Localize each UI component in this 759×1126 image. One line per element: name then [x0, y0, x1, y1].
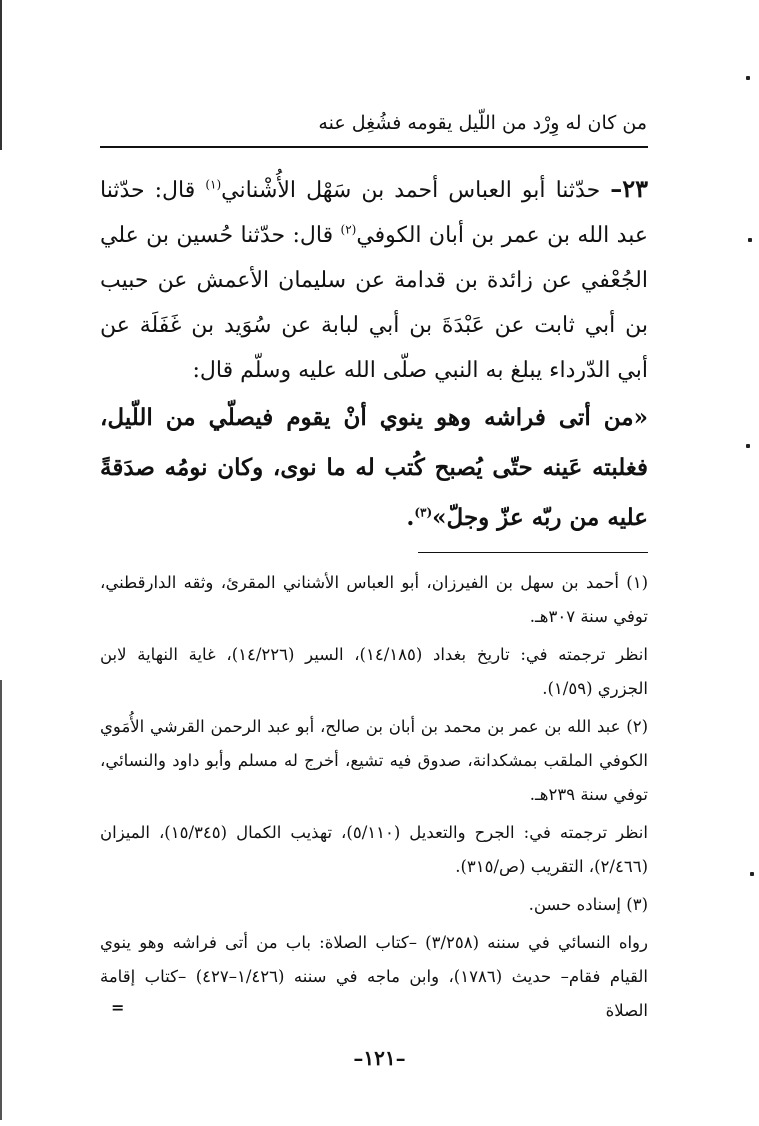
footnote-2: (٢) عبد الله بن عمر بن محمد بن أبان بن صالح، أبو عبد الرحمن القرشي الأُمَوي الكوفي الملقب بمشكدانة، صدوق فيه تشيع، أخرج له مسلم وأبو داود والنسائي، توفي سنة ٢٣٩هـ. — [100, 717, 648, 804]
footnote-2-sources: انظر ترجمته في: الجرح والتعديل (٥/١١٠)، تهذيب الكمال (١٥/٣٤٥)، الميزان (٢/٤٦٦)، التقريب (ص/٣١٥). — [100, 823, 648, 876]
scan-speck — [748, 238, 752, 242]
hadith-isnad — [100, 166, 648, 393]
footnote-rule — [418, 552, 648, 553]
scan-speck — [746, 76, 750, 80]
isnad-text-3: قال: حدّثنا حُسين بن علي الجُعْفي عن زائدة بن قدامة عن سليمان الأعمش عن حبيب بن أبي ثابت عن عَبْدَةَ بن أبي لبابة عن سُوَيد بن غَفَلَة عن أبي الدّرداء يبلغ به النبي صلّى الله عليه وسلّم قال: — [100, 223, 648, 383]
footnote-ref-2[interactable]: (٢) — [340, 222, 357, 237]
page-number: –١٢١– — [353, 1046, 406, 1070]
footnote-3: (٣) إسناده حسن. — [528, 895, 648, 914]
hadith-matn — [100, 393, 648, 543]
hadith-number: ٢٣– — [610, 174, 649, 203]
matn-end: . — [406, 504, 415, 531]
scan-speck — [750, 872, 754, 876]
isnad-text-1: حدّثنا أبو العباس أحمد بن سَهْل الأُشْناني — [221, 178, 601, 203]
footnote-3-sources: رواه النسائي في سننه (٣/٢٥٨) –كتاب الصلاة: باب من أتى فراشه وهو ينوي القيام فقام– حديث (١٧٨٦)، وابن ماجه في سننه (١/٤٢٦–٤٢٧) –كتاب إقامة الصلاة — [100, 933, 648, 1020]
footnote-1: (١) أحمد بن سهل بن الفيرزان، أبو العباس الأشناني المقرئ، وثقه الدارقطني، توفي سنة ٣٠٧هـ. — [100, 573, 648, 626]
matn-text: «من أتى فراشه وهو ينوي أنْ يقوم فيصلّي من اللّيل، فغلبته عَينه حتّى يُصبح كُتب له ما نوى، وكان نومُه صدَقةً عليه من ربّه عزّ وجلّ» — [100, 404, 648, 531]
continued-mark: = — [111, 998, 125, 1017]
footnote-ref-1[interactable]: (١) — [205, 177, 222, 192]
footnotes — [100, 566, 648, 1032]
scan-speck — [746, 444, 750, 448]
isnad-text-2: قال: حدّثنا عبد الله بن عمر بن أبان الكوفي — [100, 178, 648, 248]
footnote-ref-3[interactable]: (٣) — [414, 505, 433, 520]
running-header: من كان له وِرْد من اللّيل يقومه فشُغِل عنه — [318, 112, 647, 134]
footnote-1-sources: انظر ترجمته في: تاريخ بغداد (١٤/١٨٥)، السير (١٤/٢٢٦)، غاية النهاية لابن الجزري (١/٥٩). — [100, 645, 648, 698]
header-rule — [100, 146, 648, 148]
page-edge-top — [0, 0, 2, 150]
